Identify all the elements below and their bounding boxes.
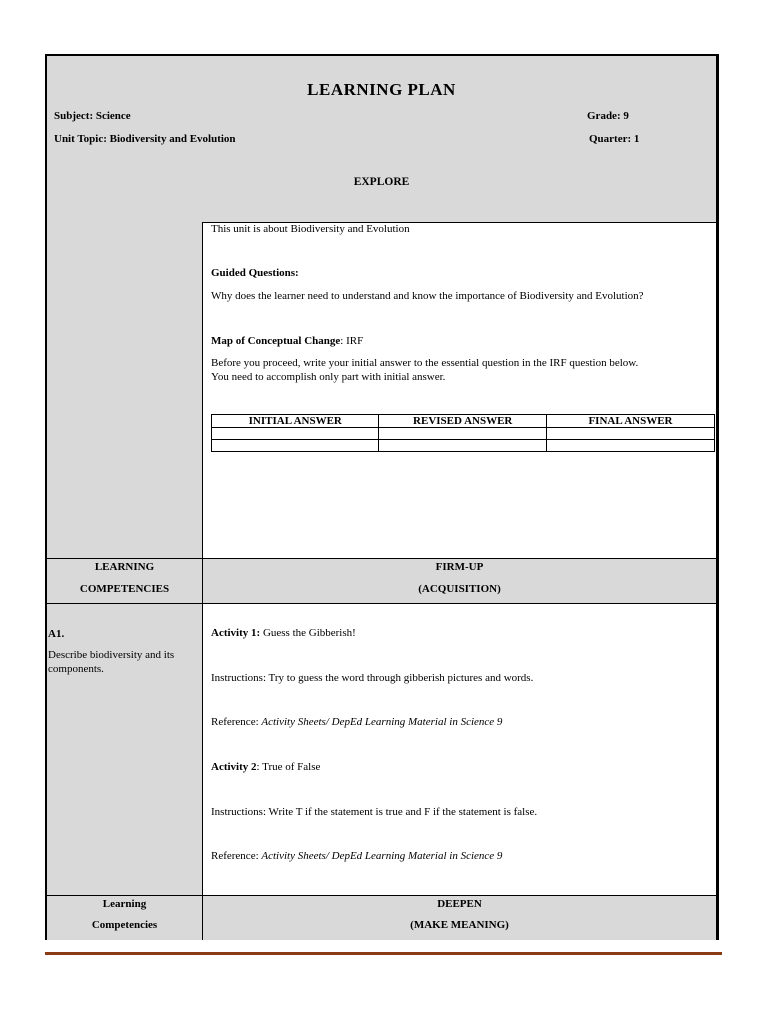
header-line: Learning [102,898,147,910]
firmup-header-row [47,558,716,604]
activity-2-reference [211,849,502,863]
footer-divider [45,952,722,955]
competency-text-line-2: components. [48,663,104,675]
explore-left-cell [47,222,203,558]
activity-1-name: Guess the Gibberish! [260,627,356,639]
activity-1-reference [211,715,502,729]
guided-question-text: Why does the learner need to understand and know the importance of Biodiversity and Evolution? [211,290,644,302]
instruction-line-1: Before you proceed, write your initial answer to the essential question in the IRF question below. [211,357,639,369]
header-line: LEARNING [94,561,155,573]
learning-plan-document [45,54,719,940]
explore-content-cell [203,222,716,558]
header-line: DEEPEN [437,898,482,910]
header-line: (MAKE MEANING) [410,919,509,931]
quarter-label: Quarter: 1 [589,133,640,145]
competency-code: A1. [48,628,65,640]
irf-initial-answer-cell[interactable] [212,428,379,440]
activity-1-title [211,626,356,640]
irf-initial-answer-cell[interactable] [212,440,379,452]
grade-label: Grade: 9 [587,110,629,122]
reference-value: Activity Sheets/ DepEd Learning Material in Science 9 [261,850,503,862]
map-label: Map of Conceptual Change [211,335,341,347]
map-conceptual-change [211,334,363,348]
irf-header-initial: INITIAL ANSWER [212,415,379,428]
reference-value: Activity Sheets/ DepEd Learning Material in Science 9 [261,716,503,728]
irf-revised-answer-cell[interactable] [379,440,546,452]
activity-2-instructions: Instructions: Write T if the statement is true and F if the statement is false. [211,806,538,818]
activity-1-label: Activity 1: [211,627,261,639]
activity-2-name: : True of False [256,761,321,773]
irf-header-row [212,415,715,428]
activity-2-title [211,760,320,774]
competency-cell [47,604,203,895]
learning-competencies-header [47,896,203,940]
unit-intro-text: This unit is about Biodiversity and Evolution [211,223,410,235]
unit-topic-label: Unit Topic: Biodiversity and Evolution [54,133,236,145]
guided-questions-label: Guided Questions: [211,267,299,279]
firmup-content-row [47,604,716,895]
learning-competencies-header [47,559,203,603]
explore-heading: EXPLORE [353,176,410,188]
header-line: Competencies [91,919,158,931]
header-line: (ACQUISITION) [418,583,501,595]
irf-final-answer-cell[interactable] [546,440,714,452]
map-value: : IRF [340,335,364,347]
activity-2-label: Activity 2 [211,761,257,773]
page-title: LEARNING PLAN [307,80,456,99]
irf-table [211,414,715,452]
header-line: FIRM-UP [435,561,484,573]
reference-label: Reference: [211,850,262,862]
deepen-make-meaning-header [203,896,716,940]
subject-label: Subject: Science [54,110,131,122]
deepen-header-row [47,895,716,940]
irf-final-answer-cell[interactable] [546,428,714,440]
irf-header-final: FINAL ANSWER [546,415,714,428]
competency-text-line-1: Describe biodiversity and its [48,649,175,661]
irf-answer-row [212,428,715,440]
explore-row [47,222,716,558]
reference-label: Reference: [211,716,262,728]
instruction-line-2: You need to accomplish only part with initial answer. [211,371,446,383]
header-line: COMPETENCIES [79,583,170,595]
irf-answer-row [212,440,715,452]
irf-header-revised: REVISED ANSWER [379,415,546,428]
irf-revised-answer-cell[interactable] [379,428,546,440]
firmup-acquisition-header [203,559,716,603]
activity-1-instructions: Instructions: Try to guess the word through gibberish pictures and words. [211,672,534,684]
plan-header [47,56,716,223]
firmup-activities-cell [203,604,716,895]
